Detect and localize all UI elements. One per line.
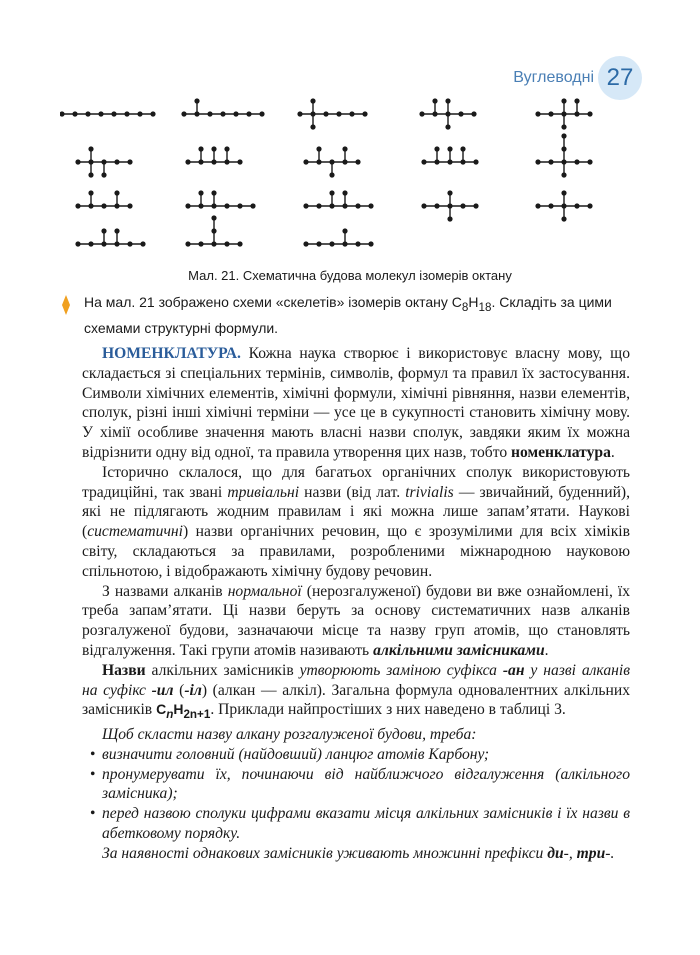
carbon-atom (181, 111, 186, 116)
carbon-atom (574, 98, 579, 103)
carbon-atom (101, 203, 106, 208)
carbon-atom (303, 203, 308, 208)
carbon-atom (355, 159, 360, 164)
carbon-atom (587, 159, 592, 164)
carbon-atom (421, 159, 426, 164)
carbon-atom (127, 159, 132, 164)
carbon-atom (198, 146, 203, 151)
carbon-atom (445, 124, 450, 129)
paragraph-alkyl-names: Назви алкільних замісників утворюють заміною суфікса -ан у назві алканів на суфікс -ил (-іл) (алкан — алкіл). Загальна формула одновалентних алкільних замісників $C_nH_{2n+1}$. Приклади найпростіших з них наведено в таблиці 3. (82, 661, 631, 722)
paragraph-nomenclature: НОМЕНКЛАТУРА. Кожна наука створює і використовує власну мову, що складається зі спеціальних термінів, символів, формул та правил їх застосування. Символи хімічних елементів, хімічні формули, хімічні рівняння, назви елементів, сполук, різні інші хімічні терміни — усе це в сукупності становить хімічну мову. У хімії особливе значення мають власні назви сполук, завдяки яким їх можна відрізнити одну від одної, та правила утворення цих назв, тобто номенклатура. (82, 345, 630, 461)
carbon-atom (198, 241, 203, 246)
carbon-atom (246, 111, 251, 116)
carbon-atom (224, 203, 229, 208)
carbon-atom (111, 111, 116, 116)
carbon-atom (75, 159, 80, 164)
carbon-atom (548, 111, 553, 116)
carbon-atom (85, 111, 90, 116)
list-item: • пронумерувати їх, починаючи від найближчого відгалуження (алкільного замісника); (92, 765, 630, 805)
carbon-atom (88, 190, 93, 195)
carbon-atom (336, 111, 341, 116)
carbon-atom (185, 159, 190, 164)
carbon-atom (421, 203, 426, 208)
list-item: • перед назвою сполуки цифрами вказати місця алкільних замісників і їх назви в абетковому порядку. (92, 804, 630, 844)
carbon-atom (98, 111, 103, 116)
carbon-atom (587, 111, 592, 116)
carbon-atom (447, 190, 452, 195)
carbon-atom (473, 159, 478, 164)
carbon-atom (535, 203, 540, 208)
carbon-atom (194, 98, 199, 103)
carbon-atom (535, 159, 540, 164)
carbon-atom (342, 190, 347, 195)
carbon-atom (237, 203, 242, 208)
carbon-atom (329, 172, 334, 177)
carbon-atom (574, 203, 579, 208)
carbon-atom (207, 111, 212, 116)
paragraph-trivial-names: Історично склалося, що для багатьох органічних сполук використовують традиційні, так звані тривіальні назви (від лат. trivialis — звичайний, буденний), які не підлягають жодним правилам і які можна лише запам’ятати. Наукові (систематичні) назви органічних речовин, що є зрозумілими для всіх хіміків світу, складаються за правилами, розробленими міжнародною науковою спільнотою, і відображають хімічну будову речовин. (82, 463, 631, 580)
carbon-atom (140, 241, 145, 246)
carbon-atom (447, 216, 452, 221)
alkyl-formula: $C_nH_{2n+1}$ (156, 701, 211, 722)
task-text: На мал. 21 зображено схеми «скелетів» ізомерів октану $C_8H_{18}$. Складіть за цими схемами структурні формули. (84, 294, 612, 336)
carbon-atom (561, 172, 566, 177)
carbon-atom (259, 111, 264, 116)
carbon-atom (445, 98, 450, 103)
list-item: • визначити головний (найдовший) ланцюг атомів Карбону; (92, 745, 630, 765)
carbon-atom (342, 146, 347, 151)
carbon-atom (362, 111, 367, 116)
carbon-atom (101, 172, 106, 177)
carbon-atom (224, 146, 229, 151)
carbon-atom (237, 159, 242, 164)
carbon-atom (150, 111, 155, 116)
carbon-atom (434, 146, 439, 151)
carbon-atom (447, 146, 452, 151)
carbon-atom (535, 111, 540, 116)
carbon-atom (548, 203, 553, 208)
section-heading: НОМЕНКЛАТУРА. (102, 345, 241, 362)
paragraph-prefixes: За наявності однакових замісників уживають множинні префікси ди-, три-. (102, 844, 615, 862)
carbon-atom (310, 124, 315, 129)
carbon-atom (250, 203, 255, 208)
carbon-atom (185, 241, 190, 246)
carbon-atom (561, 124, 566, 129)
carbon-atom (224, 241, 229, 246)
carbon-atom (88, 172, 93, 177)
carbon-atom (88, 241, 93, 246)
carbon-atom (75, 241, 80, 246)
paragraph-naming-rules: Щоб скласти назву алкану розгалуженої будови, треба: (102, 725, 477, 743)
carbon-atom (561, 216, 566, 221)
carbon-atom (473, 203, 478, 208)
carbon-atom (561, 98, 566, 103)
carbon-atom (355, 203, 360, 208)
chapter-title: Вуглеводні (513, 69, 594, 86)
carbon-atom (211, 215, 216, 220)
isomer-skeleton-figure (60, 92, 600, 252)
carbon-atom (127, 203, 132, 208)
carbon-atom (316, 241, 321, 246)
carbon-atom (211, 146, 216, 151)
carbon-atom (237, 241, 242, 246)
carbon-atom (561, 190, 566, 195)
carbon-atom (316, 146, 321, 151)
carbon-atom (432, 98, 437, 103)
task-marker-icon (62, 295, 70, 315)
carbon-atom (323, 111, 328, 116)
carbon-atom (587, 203, 592, 208)
carbon-atom (561, 133, 566, 138)
carbon-atom (101, 228, 106, 233)
carbon-atom (471, 111, 476, 116)
carbon-atom (233, 111, 238, 116)
carbon-atom (548, 159, 553, 164)
page-number: 27 (598, 56, 642, 100)
carbon-atom (329, 190, 334, 195)
carbon-atom (60, 111, 65, 116)
carbon-atom (114, 228, 119, 233)
carbon-atom (460, 146, 465, 151)
carbon-atom (419, 111, 424, 116)
carbon-atom (211, 190, 216, 195)
carbon-atom (434, 203, 439, 208)
carbon-atom (329, 241, 334, 246)
carbon-atom (458, 111, 463, 116)
carbon-atom (127, 241, 132, 246)
carbon-atom (574, 159, 579, 164)
carbon-atom (349, 111, 354, 116)
carbon-atom (355, 241, 360, 246)
main-text (82, 344, 630, 864)
carbon-atom (114, 159, 119, 164)
carbon-atom (124, 111, 129, 116)
carbon-atom (72, 111, 77, 116)
carbon-atom (342, 228, 347, 233)
carbon-atom (88, 146, 93, 151)
carbon-atom (114, 190, 119, 195)
carbon-atom (137, 111, 142, 116)
paragraph-normal-alkanes: З назвами алканів нормальної (нерозгалуженої) будови ви вже ознайомлені, їх треба запам’ятати. Ці назви беруть за основу систематичних назв алканів розгалуженої будови, зазначаючи місце та назву груп атомів, що становлять відгалуження. Такі групи атомів називають алкільними замісниками. (82, 582, 630, 659)
naming-rules-list (82, 745, 630, 844)
carbon-atom (185, 203, 190, 208)
carbon-atom (316, 203, 321, 208)
carbon-atom (303, 241, 308, 246)
carbon-atom (460, 203, 465, 208)
carbon-atom (303, 159, 308, 164)
carbon-atom (297, 111, 302, 116)
carbon-atom (368, 241, 373, 246)
carbon-atom (368, 203, 373, 208)
carbon-atom (75, 203, 80, 208)
carbon-atom (310, 98, 315, 103)
carbon-atom (220, 111, 225, 116)
carbon-atom (198, 190, 203, 195)
figure-caption: Мал. 21. Схематична будова молекул ізомерів октану (188, 268, 512, 283)
